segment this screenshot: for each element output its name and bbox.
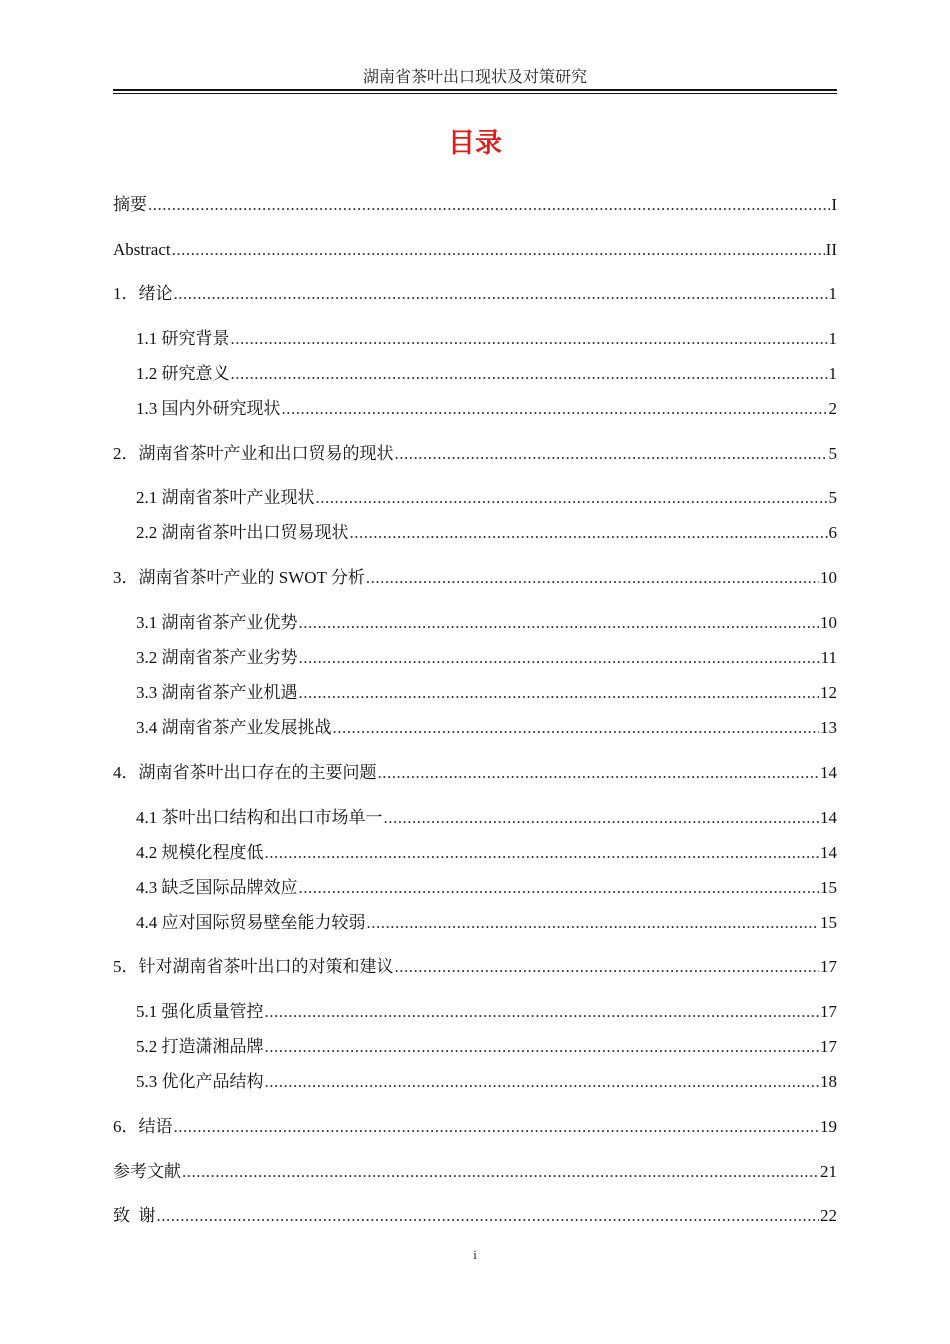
toc-entry-acknowledgements[interactable] bbox=[113, 1204, 837, 1228]
toc-entry-label: 1.2 研究意义 bbox=[136, 364, 230, 383]
dot-leader bbox=[265, 1000, 820, 1024]
dot-leader bbox=[299, 646, 820, 670]
toc-entry-label: 1.3 国内外研究现状 bbox=[136, 399, 281, 418]
toc-entry-label: 4.3 缺乏国际品牌效应 bbox=[136, 878, 298, 897]
toc-entry-page: 11 bbox=[820, 648, 837, 667]
header-rule bbox=[113, 89, 837, 94]
toc-entry-label: 4.2 规模化程度低 bbox=[136, 843, 264, 862]
dot-leader bbox=[299, 876, 820, 900]
toc-entry-section-1-1[interactable] bbox=[136, 327, 837, 351]
toc-entry-label: 3．湖南省茶叶产业的 SWOT 分析 bbox=[113, 568, 365, 587]
dot-leader bbox=[231, 362, 828, 386]
toc-entry-page: 10 bbox=[820, 568, 837, 587]
toc-entry-label: 摘要 bbox=[113, 195, 147, 214]
dot-leader bbox=[378, 761, 820, 785]
toc-entry-section-5-1[interactable] bbox=[136, 1000, 837, 1024]
toc-entry-page: 15 bbox=[820, 913, 837, 932]
dot-leader bbox=[366, 566, 819, 590]
toc-entry-label: 5．针对湖南省茶叶出口的对策和建议 bbox=[113, 957, 394, 976]
toc-entry-references[interactable] bbox=[113, 1160, 837, 1184]
toc-entry-page: 14 bbox=[820, 843, 837, 862]
toc-entry-label: 6．结语 bbox=[113, 1117, 173, 1136]
dot-leader bbox=[172, 238, 825, 262]
toc-entry-chapter-6[interactable] bbox=[113, 1115, 837, 1139]
toc-entry-chapter-5[interactable] bbox=[113, 955, 837, 979]
dot-leader bbox=[265, 1035, 820, 1059]
dot-leader bbox=[157, 1204, 820, 1228]
dot-leader bbox=[333, 716, 820, 740]
toc-entry-section-4-1[interactable] bbox=[136, 806, 837, 830]
toc-entry-page: II bbox=[825, 240, 837, 259]
toc-entry-label: 3.3 湖南省茶产业机遇 bbox=[136, 683, 298, 702]
toc-entry-chapter-4[interactable] bbox=[113, 761, 837, 785]
dot-leader bbox=[384, 806, 820, 830]
toc-entry-section-2-2[interactable] bbox=[136, 521, 837, 545]
toc-entry-section-4-4[interactable] bbox=[136, 911, 837, 935]
running-header: 湖南省茶叶出口现状及对策研究 bbox=[362, 69, 587, 86]
dot-leader bbox=[174, 282, 828, 306]
toc-entry-page: 21 bbox=[820, 1162, 837, 1181]
dot-leader bbox=[395, 442, 828, 466]
toc-entry-section-4-2[interactable] bbox=[136, 841, 837, 865]
dot-leader bbox=[182, 1160, 819, 1184]
dot-leader bbox=[282, 397, 828, 421]
dot-leader bbox=[395, 955, 820, 979]
toc-entry-page: 10 bbox=[820, 613, 837, 632]
dot-leader bbox=[265, 1070, 820, 1094]
dot-leader bbox=[231, 327, 828, 351]
dot-leader bbox=[299, 611, 820, 635]
toc-entry-page: 1 bbox=[828, 284, 837, 303]
toc-entry-label: 致 谢 bbox=[113, 1206, 156, 1225]
toc-entry-label: 3.4 湖南省茶产业发展挑战 bbox=[136, 718, 332, 737]
toc-entry-page: 17 bbox=[820, 1037, 837, 1056]
toc-entry-page: 5 bbox=[828, 488, 837, 507]
toc-entry-label: 参考文献 bbox=[113, 1162, 181, 1181]
toc-entry-label: Abstract bbox=[113, 240, 171, 259]
toc-entry-label: 4.4 应对国际贸易壁垒能力较弱 bbox=[136, 913, 366, 932]
toc-entry-page: 19 bbox=[820, 1117, 837, 1136]
toc-entry-abstract-en[interactable] bbox=[113, 238, 837, 262]
dot-leader bbox=[316, 486, 828, 510]
dot-leader bbox=[148, 193, 830, 217]
toc-entry-chapter-2[interactable] bbox=[113, 442, 837, 466]
toc-entry-page: 5 bbox=[828, 444, 837, 463]
toc-entry-label: 5.2 打造潇湘品牌 bbox=[136, 1037, 264, 1056]
toc-entry-page: 2 bbox=[828, 399, 837, 418]
toc-entry-page: 15 bbox=[820, 878, 837, 897]
toc-entry-label: 5.1 强化质量管控 bbox=[136, 1002, 264, 1021]
toc-entry-section-2-1[interactable] bbox=[136, 486, 837, 510]
dot-leader bbox=[299, 681, 820, 705]
toc-entry-section-3-2[interactable] bbox=[136, 646, 837, 670]
toc-entry-page: 17 bbox=[820, 957, 837, 976]
toc-entry-chapter-3[interactable] bbox=[113, 566, 837, 590]
toc-entry-section-3-3[interactable] bbox=[136, 681, 837, 705]
toc-entry-page: 18 bbox=[820, 1072, 837, 1091]
toc-title: 目录 bbox=[448, 128, 502, 159]
toc-entry-label: 5.3 优化产品结构 bbox=[136, 1072, 264, 1091]
toc-entry-page: 13 bbox=[820, 718, 837, 737]
toc-entry-abstract-cn[interactable] bbox=[113, 193, 837, 217]
toc-entry-page: I bbox=[831, 195, 837, 214]
toc-entry-page: 22 bbox=[820, 1206, 837, 1225]
toc-entry-page: 14 bbox=[820, 763, 837, 782]
toc-entry-label: 4.1 茶叶出口结构和出口市场单一 bbox=[136, 808, 383, 827]
toc-entry-label: 2.2 湖南省茶叶出口贸易现状 bbox=[136, 523, 349, 542]
toc-entry-label: 3.2 湖南省茶产业劣势 bbox=[136, 648, 298, 667]
toc-entry-page: 1 bbox=[828, 364, 837, 383]
toc-entry-section-1-2[interactable] bbox=[136, 362, 837, 386]
toc-entry-section-3-1[interactable] bbox=[136, 611, 837, 635]
toc-entry-label: 4．湖南省茶叶出口存在的主要问题 bbox=[113, 763, 377, 782]
dot-leader bbox=[174, 1115, 820, 1139]
toc-entry-label: 2.1 湖南省茶叶产业现状 bbox=[136, 488, 315, 507]
toc-entry-page: 12 bbox=[820, 683, 837, 702]
dot-leader bbox=[265, 841, 820, 865]
dot-leader bbox=[350, 521, 828, 545]
toc-entry-label: 3.1 湖南省茶产业优势 bbox=[136, 613, 298, 632]
toc-entry-chapter-1[interactable] bbox=[113, 282, 837, 306]
toc-entry-label: 2．湖南省茶叶产业和出口贸易的现状 bbox=[113, 444, 394, 463]
toc-entry-page: 17 bbox=[820, 1002, 837, 1021]
toc-entry-section-4-3[interactable] bbox=[136, 876, 837, 900]
toc-entry-page: 6 bbox=[828, 523, 837, 542]
toc-entry-section-1-3[interactable] bbox=[136, 397, 837, 421]
toc-entry-section-3-4[interactable] bbox=[136, 716, 837, 740]
toc-entry-label: 1.1 研究背景 bbox=[136, 329, 230, 348]
toc-entry-page: 14 bbox=[820, 808, 837, 827]
toc-entry-section-5-3[interactable] bbox=[136, 1070, 837, 1094]
toc-entry-page: 1 bbox=[828, 329, 837, 348]
dot-leader bbox=[367, 911, 820, 935]
toc-entry-label: 1．绪论 bbox=[113, 284, 173, 303]
page-number: i bbox=[473, 1247, 477, 1262]
toc-entry-section-5-2[interactable] bbox=[136, 1035, 837, 1059]
